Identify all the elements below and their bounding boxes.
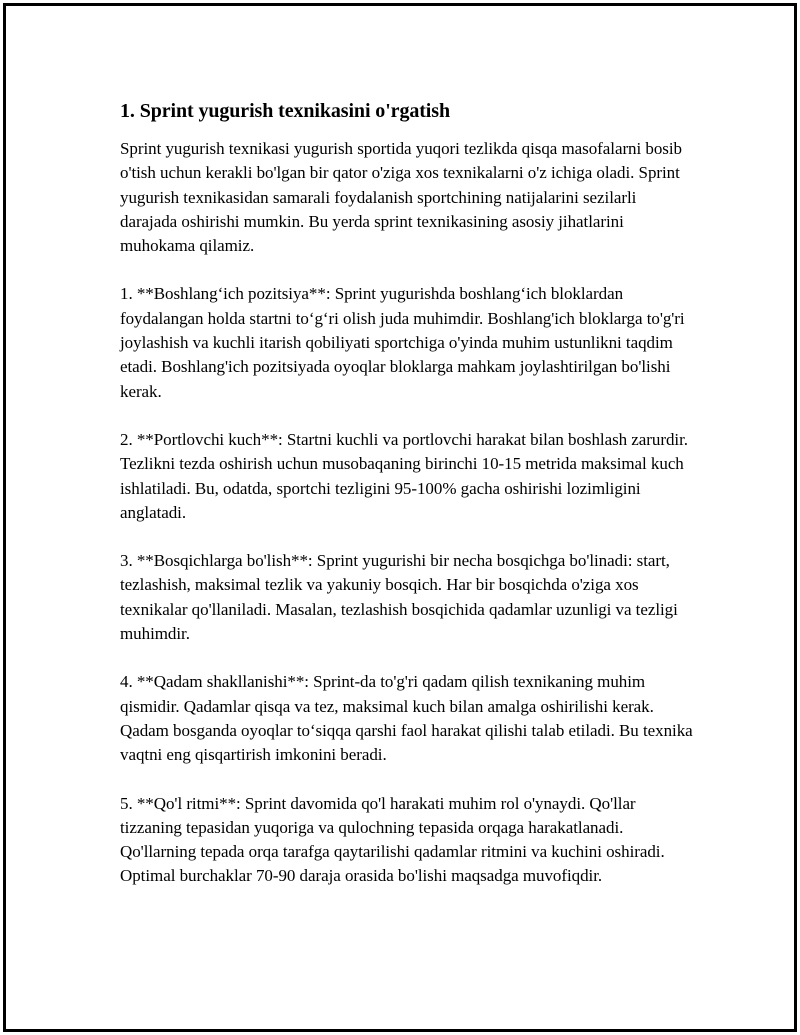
document-title: 1. Sprint yugurish texnikasini o'rgatish <box>120 100 450 122</box>
paragraph-stride-formation: 4. **Qadam shakllanishi**: Sprint-da to'g'ri qadam qilish texnikaning muhim qismidir. Qadamlar qisqa va tez, maksimal kuch bilan amalga oshirilishi kerak. Qadam bosganda oyoqlar to‘siqqa qarshi faol harakat qilishi talab etiladi. Bu texnika vaqtni eng qisqartirish imkonini beradi. <box>120 672 693 765</box>
paragraph-starting-position: 1. **Boshlang‘ich pozitsiya**: Sprint yugurishda boshlang‘ich bloklardan foydalangan holda startni to‘g‘ri olish juda muhimdir. Boshlang'ich bloklarga to'g'ri joylashish va kuchli itarish qobiliyati sportchiga o'yinda muhim ustunlikni taqdim etadi. Boshlang'ich pozitsiyada oyoqlar bloklarga mahkam joylashtirilgan bo'lishi kerak. <box>120 284 685 401</box>
paragraph-intro: Sprint yugurish texnikasi yugurish sportida yuqori tezlikda qisqa masofalarni bosib o'tish uchun kerakli bo'lgan bir qator o'ziga xos texnikalarni o'z ichiga oladi. Sprint yugurish texnikasidan samarali foydalanish sportchining natijalarini sezilarli darajada oshirishi mumkin. Bu yerda sprint texnikasining asosiy jihatlarini muhokama qilamiz. <box>120 139 682 256</box>
paragraph-phases: 3. **Bosqichlarga bo'lish**: Sprint yugurishi bir necha bosqichga bo'linadi: start, tezlashish, maksimal tezlik va yakuniy bosqich. Har bir bosqichda o'ziga xos texnikalar qo'llaniladi. Masalan, tezlashish bosqichida qadamlar uzunligi va tezligi muhimdir. <box>120 551 678 644</box>
page-border <box>3 3 797 1032</box>
document-body <box>120 98 695 913</box>
paragraph-explosive-power: 2. **Portlovchi kuch**: Startni kuchli va portlovchi harakat bilan boshlash zarurdir. Tezlikni tezda oshirish uchun musobaqaning birinchi 10-15 metrida maksimal kuch ishlatiladi. Bu, odatda, sportchi tezligini 95-100% gacha oshirishi lozimligini anglatadi. <box>120 429 688 522</box>
paragraph-arm-rhythm: 5. **Qo'l ritmi**: Sprint davomida qo'l harakati muhim rol o'ynaydi. Qo'llar tizzaning tepasidan yuqoriga va qulochning tepasida orqaga harakatlanadi. Qo'llarning tepada orqa tarafga qaytarilishi qadamlar ritmini va kuchini oshiradi. Optimal burchaklar 70-90 daraja orasida bo'lishi maqsadga muvofiqdir. <box>120 793 665 886</box>
